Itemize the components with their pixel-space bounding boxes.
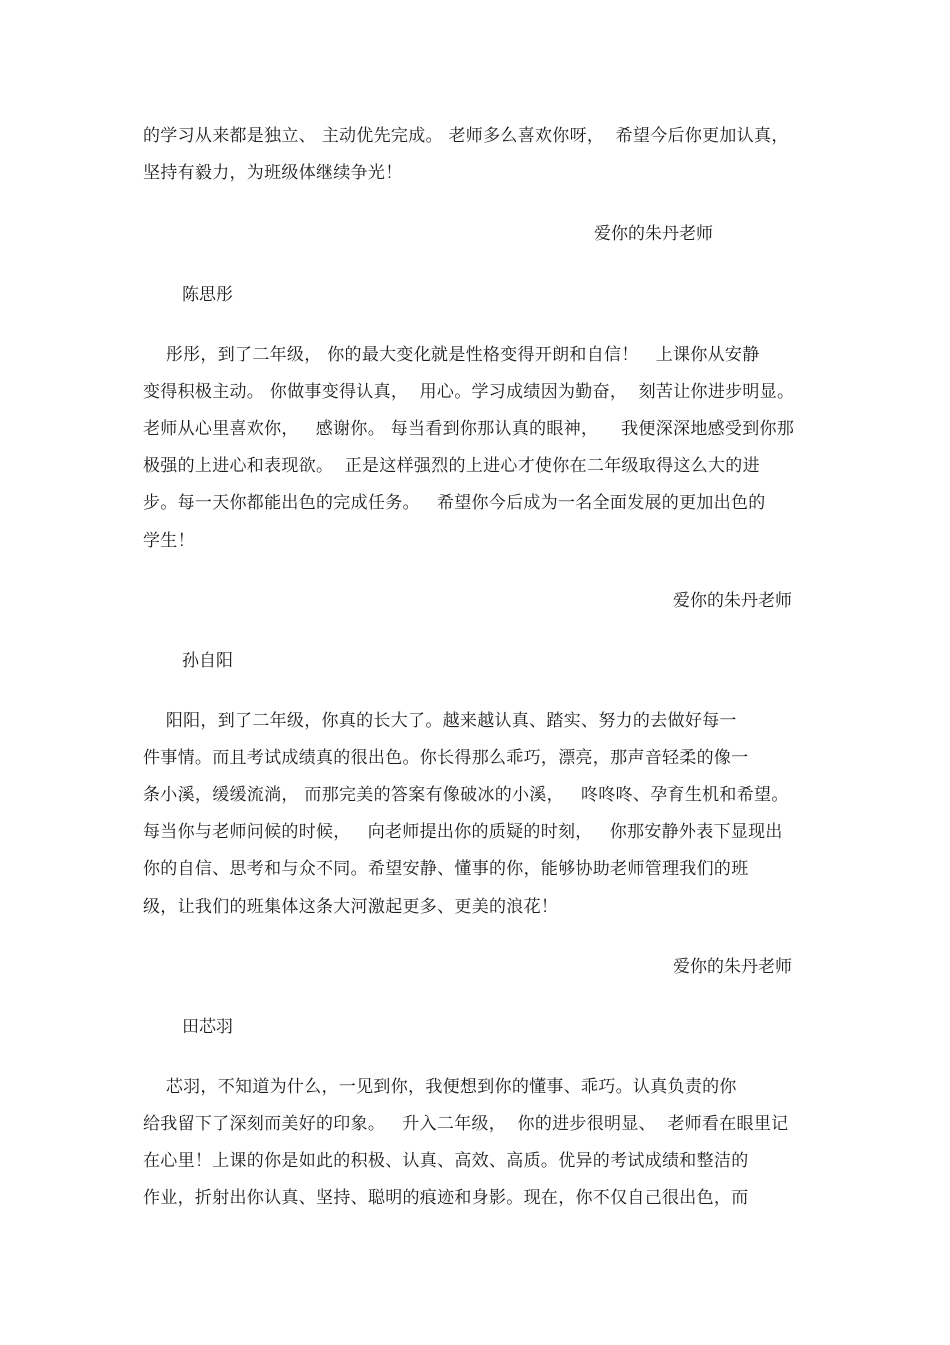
paragraph-line: 作业，折射出你认真、坚持、聪明的痕迹和身影。现在，你不仅自己很出色，而 xyxy=(143,1188,749,1208)
paragraph-line: 彤彤，到了二年级， 你的最大变化就是性格变得开朗和自信！ 上课你从安静 xyxy=(143,345,760,365)
paragraph-line: 变得积极主动。 你做事变得认真， 用心。学习成绩因为勤奋， 刻苦让你进步明显。 xyxy=(143,382,795,402)
student-name: 陈思彤 xyxy=(182,285,233,305)
teacher-signature: 爱你的朱丹老师 xyxy=(673,591,792,611)
teacher-signature: 爱你的朱丹老师 xyxy=(673,957,792,977)
paragraph-line: 给我留下了深刻而美好的印象。 升入二年级， 你的进步很明显、 老师看在眼里记 xyxy=(143,1114,789,1134)
student-name: 田芯羽 xyxy=(182,1017,233,1037)
student-name: 孙自阳 xyxy=(182,651,233,671)
paragraph-line: 坚持有毅力，为班级体继续争光！ xyxy=(143,163,403,183)
paragraph-line: 每当你与老师问候的时候， 向老师提出你的质疑的时刻， 你那安静外表下显现出 xyxy=(143,822,783,842)
paragraph-line: 级，让我们的班集体这条大河激起更多、更美的浪花！ xyxy=(143,897,559,917)
teacher-signature: 爱你的朱丹老师 xyxy=(594,224,713,244)
paragraph-line: 的学习从来都是独立、 主动优先完成。 老师多么喜欢你呀， 希望今后你更加认真， xyxy=(143,126,789,146)
paragraph-line: 极强的上进心和表现欲。 正是这样强烈的上进心才使你在二年级取得这么大的进 xyxy=(143,456,760,476)
paragraph-line: 芯羽，不知道为什么，一见到你，我便想到你的懂事、乖巧。认真负责的你 xyxy=(143,1077,737,1097)
paragraph-line: 件事情。而且考试成绩真的很出色。你长得那么乖巧，漂亮，那声音轻柔的像一 xyxy=(143,748,749,768)
paragraph-line: 老师从心里喜欢你， 感谢你。 每当看到你那认真的眼神， 我便深深地感受到你那 xyxy=(143,419,795,439)
paragraph-line: 条小溪，缓缓流淌， 而那完美的答案有像破冰的小溪， 咚咚咚、孕育生机和希望。 xyxy=(143,785,789,805)
paragraph-line: 步。每一天你都能出色的完成任务。 希望你今后成为一名全面发展的更加出色的 xyxy=(143,493,766,513)
paragraph-line: 阳阳，到了二年级，你真的长大了。越来越认真、踏实、努力的去做好每一 xyxy=(143,711,737,731)
paragraph-line: 在心里！上课的你是如此的积极、认真、高效、高质。优异的考试成绩和整洁的 xyxy=(143,1151,749,1171)
paragraph-line: 你的自信、思考和与众不同。希望安静、懂事的你，能够协助老师管理我们的班 xyxy=(143,859,749,879)
paragraph-line: 学生！ xyxy=(143,531,195,551)
